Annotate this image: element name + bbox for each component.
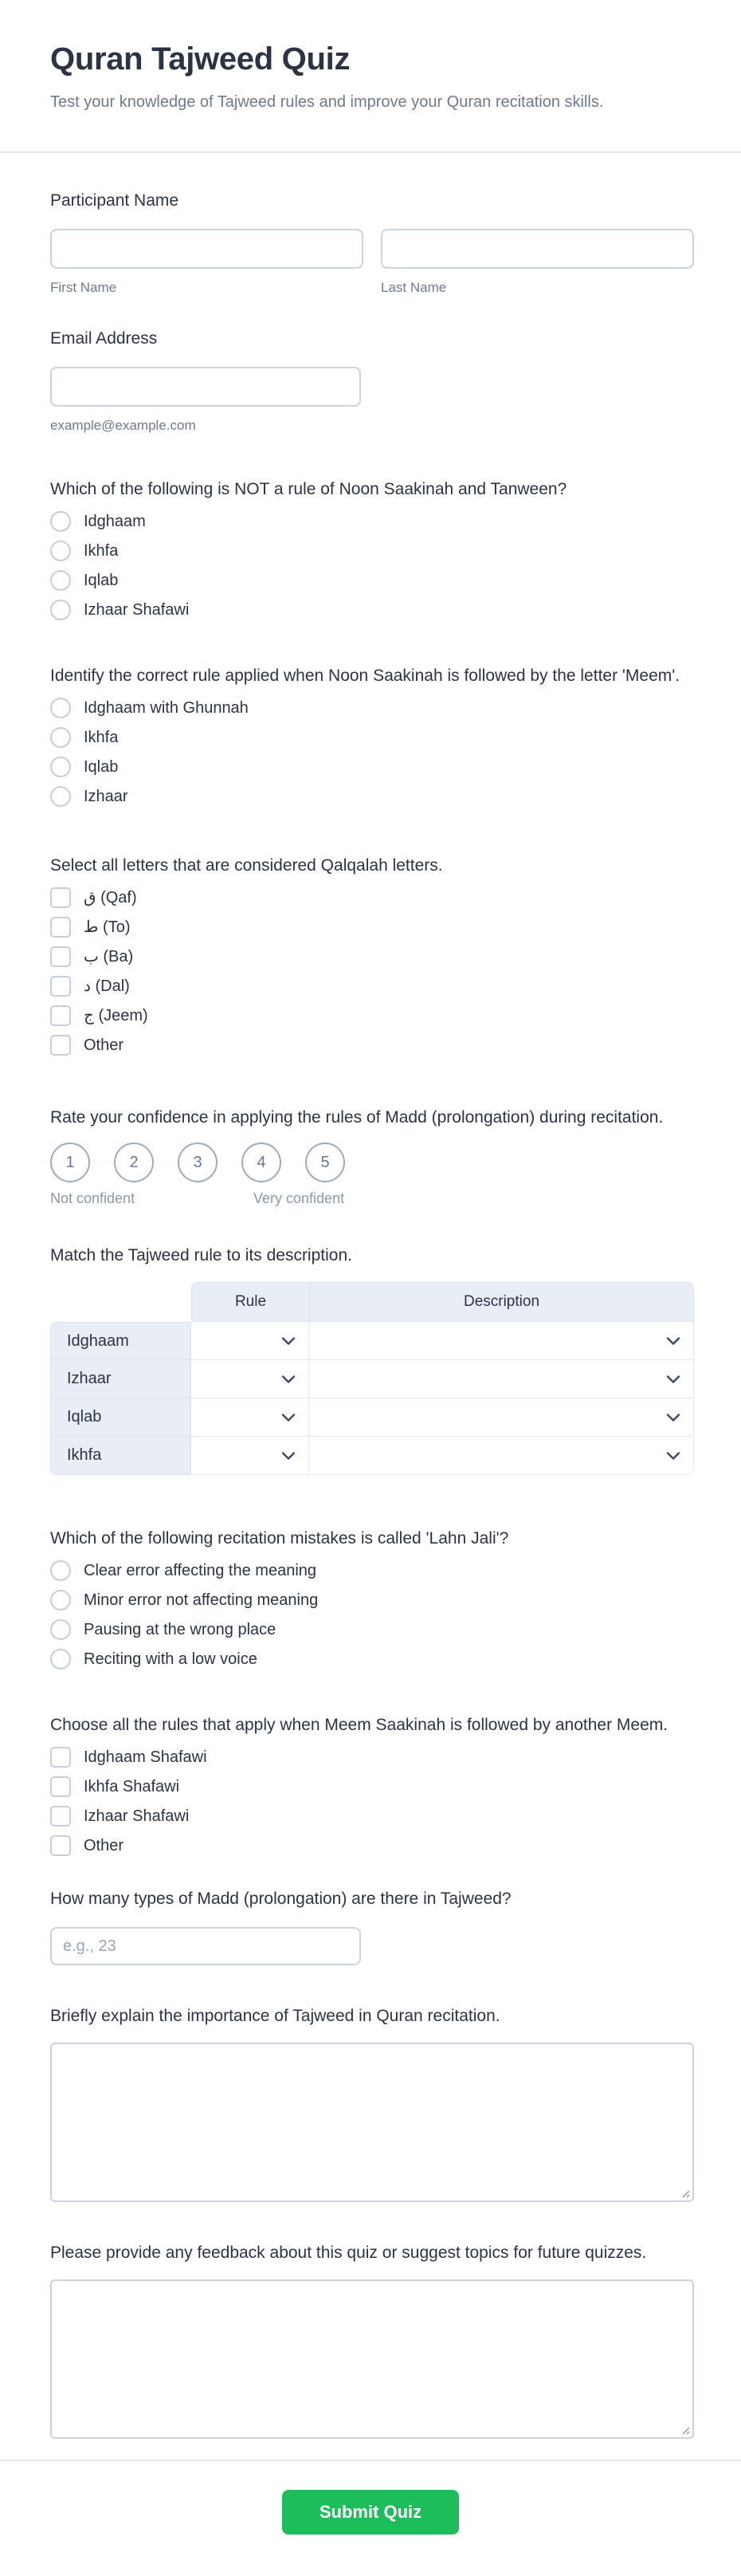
radio-option[interactable] xyxy=(50,541,694,561)
checkbox-option[interactable] xyxy=(50,917,694,938)
question-label: Please provide any feedback about this quiz or suggest topics for future quizzes. xyxy=(50,2244,647,2262)
question-label: Briefly explain the importance of Tajweed in Quran recitation. xyxy=(50,2007,500,2025)
matrix-select-iqlab-rule[interactable] xyxy=(191,1398,309,1437)
matrix-column-header: Description xyxy=(309,1282,694,1322)
radio-button[interactable] xyxy=(50,541,71,561)
matrix-row-header: Izhaar xyxy=(50,1360,191,1398)
option-label: Ikhfa xyxy=(84,729,119,746)
radio-button[interactable] xyxy=(50,727,71,748)
option-label: ج (Jeem) xyxy=(84,1007,148,1025)
radio-option[interactable] xyxy=(50,1560,694,1581)
checkbox[interactable] xyxy=(50,1005,71,1026)
rating-scale xyxy=(50,1142,694,1182)
option-label: Idghaam xyxy=(84,513,146,530)
rating-min-label: Not confident xyxy=(50,1190,135,1206)
checkbox[interactable] xyxy=(50,946,71,967)
option-label: Reciting with a low voice xyxy=(84,1650,257,1668)
checkbox-option[interactable] xyxy=(50,1005,694,1026)
question-meem-rule xyxy=(50,665,694,807)
radio-button[interactable] xyxy=(50,1649,71,1669)
question-noon-rule xyxy=(50,478,694,620)
rating-option-2[interactable]: 2 xyxy=(114,1142,154,1182)
radio-option[interactable] xyxy=(50,698,694,718)
option-label: ط (To) xyxy=(84,918,131,936)
email-input[interactable] xyxy=(50,367,361,407)
feedback-textarea[interactable] xyxy=(50,2279,694,2439)
page-title: Quran Tajweed Quiz xyxy=(50,41,351,77)
question-label: Select all letters that are considered Qalqalah letters. xyxy=(50,856,443,875)
question-madd-types xyxy=(50,1888,694,1965)
rating-option-3[interactable]: 3 xyxy=(178,1142,218,1182)
rating-option-5[interactable]: 5 xyxy=(305,1142,345,1182)
question-label: Choose all the rules that apply when Meem Saakinah is followed by another Meem. xyxy=(50,1716,668,1734)
question-label: How many types of Madd (prolongation) are there in Tajweed? xyxy=(50,1890,512,1908)
resize-handle-icon[interactable] xyxy=(679,2424,690,2435)
first-name-input[interactable] xyxy=(50,229,363,269)
radio-button[interactable] xyxy=(50,1590,71,1610)
option-label: Iqlab xyxy=(84,572,119,589)
matrix-corner-cell xyxy=(50,1282,191,1322)
matrix-select-idghaam-rule[interactable] xyxy=(191,1322,309,1360)
email-sublabel: example@example.com xyxy=(50,418,196,433)
checkbox-option[interactable] xyxy=(50,1806,694,1827)
option-label: د (Dal) xyxy=(84,977,130,995)
question-tajweed-importance xyxy=(50,2005,694,2202)
radio-option[interactable] xyxy=(50,570,694,591)
matrix-select-izhaar-description[interactable] xyxy=(309,1360,694,1398)
checkbox[interactable] xyxy=(50,1776,71,1797)
matrix-column-header: Rule xyxy=(191,1282,309,1322)
matrix-select-idghaam-description[interactable] xyxy=(309,1322,694,1360)
chevron-down-icon xyxy=(281,1336,296,1345)
checkbox[interactable] xyxy=(50,917,71,938)
checkbox-option[interactable] xyxy=(50,946,694,967)
option-label: Other xyxy=(84,1036,124,1054)
option-label: Iqlab xyxy=(84,758,119,776)
option-label: Idghaam with Ghunnah xyxy=(84,699,249,717)
question-feedback xyxy=(50,2242,694,2439)
option-label: Minor error not affecting meaning xyxy=(84,1591,319,1609)
checkbox[interactable] xyxy=(50,1747,71,1768)
form-header xyxy=(50,0,694,112)
option-label: Ikhfa xyxy=(84,542,119,560)
question-label: Which of the following recitation mistakes is called 'Lahn Jali'? xyxy=(50,1529,509,1548)
option-label: Pausing at the wrong place xyxy=(84,1621,276,1638)
option-label: ق (Qaf) xyxy=(84,889,137,907)
question-meem-saakinah xyxy=(50,1714,694,1856)
radio-option[interactable] xyxy=(50,757,694,777)
chevron-down-icon xyxy=(281,1375,296,1383)
question-qalqalah xyxy=(50,855,694,1056)
checkbox[interactable] xyxy=(50,1806,71,1827)
checkbox-option[interactable] xyxy=(50,1776,694,1797)
radio-option[interactable] xyxy=(50,1619,694,1640)
radio-option[interactable] xyxy=(50,1649,694,1669)
option-label: Izhaar Shafawi xyxy=(84,601,190,619)
radio-option[interactable] xyxy=(50,727,694,748)
page-subtitle: Test your knowledge of Tajweed rules and improve your Quran recitation skills. xyxy=(50,93,604,111)
option-label: Other xyxy=(84,1837,124,1854)
last-name-sublabel: Last Name xyxy=(381,280,447,295)
option-label: Izhaar Shafawi xyxy=(84,1807,190,1825)
checkbox-option-other[interactable] xyxy=(50,1035,694,1056)
radio-button[interactable] xyxy=(50,1619,71,1640)
radio-button[interactable] xyxy=(50,600,71,620)
chevron-down-icon xyxy=(666,1336,680,1345)
checkbox[interactable] xyxy=(50,1035,71,1056)
checkbox[interactable] xyxy=(50,887,71,908)
option-label: ب (Ba) xyxy=(84,948,134,966)
question-lahn-jali xyxy=(50,1528,694,1669)
checkbox[interactable] xyxy=(50,976,71,997)
chevron-down-icon xyxy=(666,1375,680,1383)
radio-button[interactable] xyxy=(50,570,71,591)
chevron-down-icon xyxy=(281,1413,296,1422)
matrix-row-header: Ikhfa xyxy=(50,1437,191,1475)
radio-button[interactable] xyxy=(50,698,71,718)
question-match-matrix xyxy=(50,1245,694,1475)
checkbox-option-other[interactable] xyxy=(50,1835,694,1856)
matrix-select-izhaar-rule[interactable] xyxy=(191,1360,309,1398)
question-label: Match the Tajweed rule to its description. xyxy=(50,1246,352,1264)
option-label: Clear error affecting the meaning xyxy=(84,1562,317,1579)
question-label: Rate your confidence in applying the rules of Madd (prolongation) during recitation. xyxy=(50,1108,664,1127)
question-label: Which of the following is NOT a rule of Noon Saakinah and Tanween? xyxy=(50,480,567,498)
matrix-row-header: Idghaam xyxy=(50,1322,191,1360)
option-label: Idghaam Shafawi xyxy=(84,1748,207,1766)
radio-option[interactable] xyxy=(50,786,694,807)
participant-name-field xyxy=(50,190,694,296)
email-label: Email Address xyxy=(50,329,158,348)
matrix-select-ikhfa-description[interactable] xyxy=(309,1437,694,1475)
option-label: Ikhfa Shafawi xyxy=(84,1778,180,1795)
rating-max-label: Very confident xyxy=(253,1190,345,1206)
matrix-select-ikhfa-rule[interactable] xyxy=(191,1437,309,1475)
matrix-table xyxy=(50,1282,694,1475)
last-name-input[interactable] xyxy=(381,229,694,269)
radio-option[interactable] xyxy=(50,600,694,620)
chevron-down-icon xyxy=(666,1413,680,1422)
importance-textarea[interactable] xyxy=(50,2043,694,2202)
checkbox-option[interactable] xyxy=(50,1747,694,1768)
rating-option-4[interactable]: 4 xyxy=(241,1142,281,1182)
resize-handle-icon[interactable] xyxy=(679,2187,690,2198)
checkbox[interactable] xyxy=(50,1835,71,1856)
question-label: Identify the correct rule applied when Noon Saakinah is followed by the letter 'Meem'. xyxy=(50,667,680,685)
radio-option[interactable] xyxy=(50,511,694,532)
matrix-select-iqlab-description[interactable] xyxy=(309,1398,694,1437)
question-confidence-rating xyxy=(50,1107,694,1208)
option-label: Izhaar xyxy=(84,788,128,805)
chevron-down-icon xyxy=(281,1451,296,1460)
radio-button[interactable] xyxy=(50,757,71,777)
rating-option-1[interactable]: 1 xyxy=(50,1142,90,1182)
matrix-row-header: Iqlab xyxy=(50,1398,191,1437)
radio-button[interactable] xyxy=(50,786,71,807)
madd-types-number-input[interactable] xyxy=(50,1927,361,1965)
form-footer xyxy=(0,2461,741,2576)
radio-button[interactable] xyxy=(50,1560,71,1581)
participant-name-label: Participant Name xyxy=(50,191,179,210)
radio-button[interactable] xyxy=(50,511,71,532)
email-field xyxy=(50,328,694,434)
radio-option[interactable] xyxy=(50,1590,694,1610)
submit-button[interactable]: Submit Quiz xyxy=(282,2490,459,2535)
first-name-sublabel: First Name xyxy=(50,280,117,295)
chevron-down-icon xyxy=(666,1451,680,1460)
checkbox-option[interactable] xyxy=(50,887,694,908)
header-divider xyxy=(0,151,741,153)
checkbox-option[interactable] xyxy=(50,976,694,997)
